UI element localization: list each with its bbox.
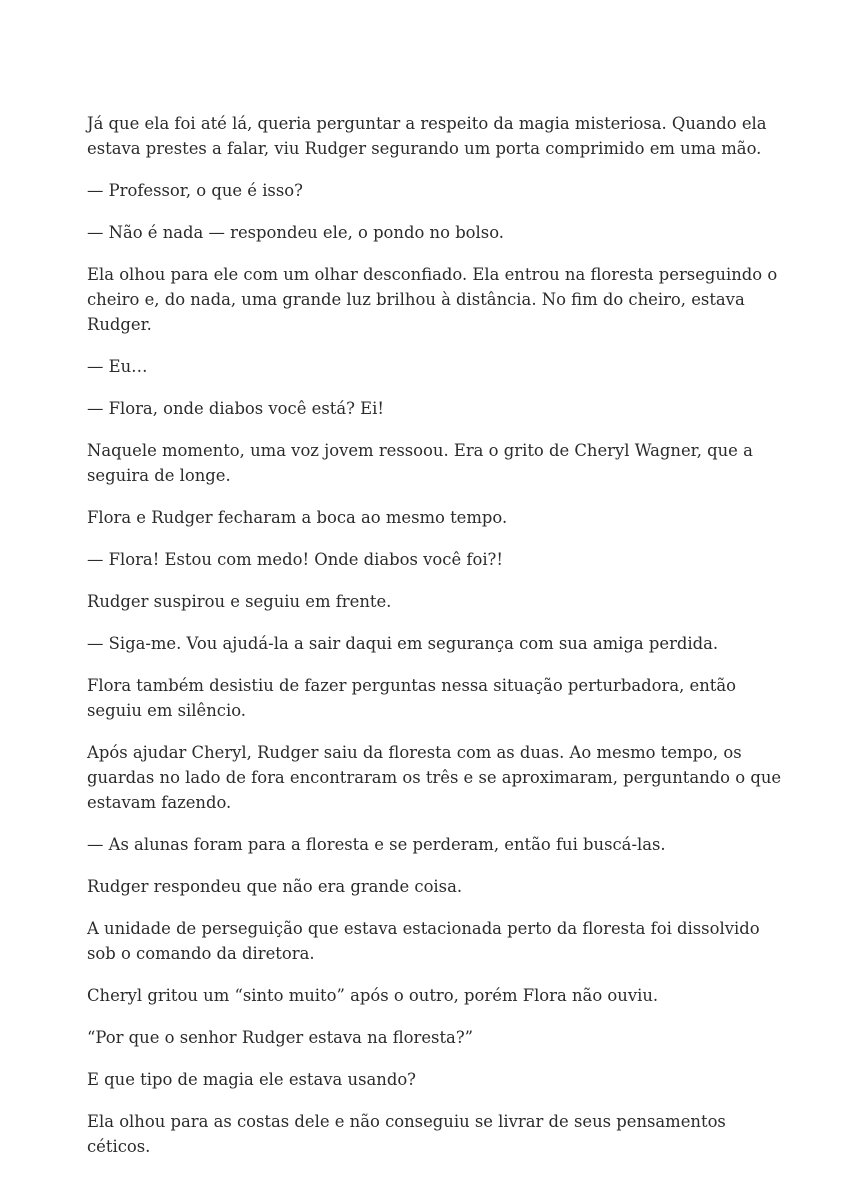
paragraph: Ela olhou para as costas dele e não conseguiu se livrar de seus pensamentos céticos.: [87, 1112, 726, 1156]
paragraph: Já que ela foi até lá, queria perguntar a respeito da magia misteriosa. Quando ela estava prestes a falar, viu Rudger segurando um porta comprimido em uma mão.: [87, 114, 767, 158]
paragraph: — Siga-me. Vou ajudá-la a sair daqui em segurança com sua amiga perdida.: [87, 634, 719, 653]
paragraph: — Flora! Estou com medo! Onde diabos você foi?!: [87, 550, 503, 569]
document-body: [87, 111, 787, 1176]
paragraph: Rudger respondeu que não era grande coisa.: [87, 877, 463, 896]
paragraph: Flora e Rudger fecharam a boca ao mesmo tempo.: [87, 508, 508, 527]
paragraph: Cheryl gritou um “sinto muito” após o outro, porém Flora não ouviu.: [87, 986, 659, 1005]
paragraph: — Professor, o que é isso?: [87, 181, 303, 200]
paragraph: Flora também desistiu de fazer perguntas nessa situação perturbadora, então seguiu em silêncio.: [87, 676, 737, 720]
paragraph: E que tipo de magia ele estava usando?: [87, 1070, 416, 1089]
paragraph: “Por que o senhor Rudger estava na floresta?”: [87, 1028, 473, 1047]
paragraph: A unidade de perseguição que estava estacionada perto da floresta foi dissolvido sob o comando da diretora.: [87, 919, 760, 963]
paragraph: Ela olhou para ele com um olhar desconfiado. Ela entrou na floresta perseguindo o cheiro e, do nada, uma grande luz brilhou à distância. No fim do cheiro, estava Rudger.: [87, 265, 778, 334]
paragraph: — Eu…: [87, 357, 148, 376]
paragraph: Naquele momento, uma voz jovem ressoou. Era o grito de Cheryl Wagner, que a seguira de longe.: [87, 441, 753, 485]
paragraph: — As alunas foram para a floresta e se perderam, então fui buscá-las.: [87, 835, 666, 854]
paragraph: Rudger suspirou e seguiu em frente.: [87, 592, 392, 611]
paragraph: Após ajudar Cheryl, Rudger saiu da floresta com as duas. Ao mesmo tempo, os guardas no lado de fora encontraram os três e se aproximaram, perguntando o que estavam fazendo.: [87, 743, 782, 812]
paragraph: — Não é nada — respondeu ele, o pondo no bolso.: [87, 223, 504, 242]
paragraph: — Flora, onde diabos você está? Ei!: [87, 399, 384, 418]
